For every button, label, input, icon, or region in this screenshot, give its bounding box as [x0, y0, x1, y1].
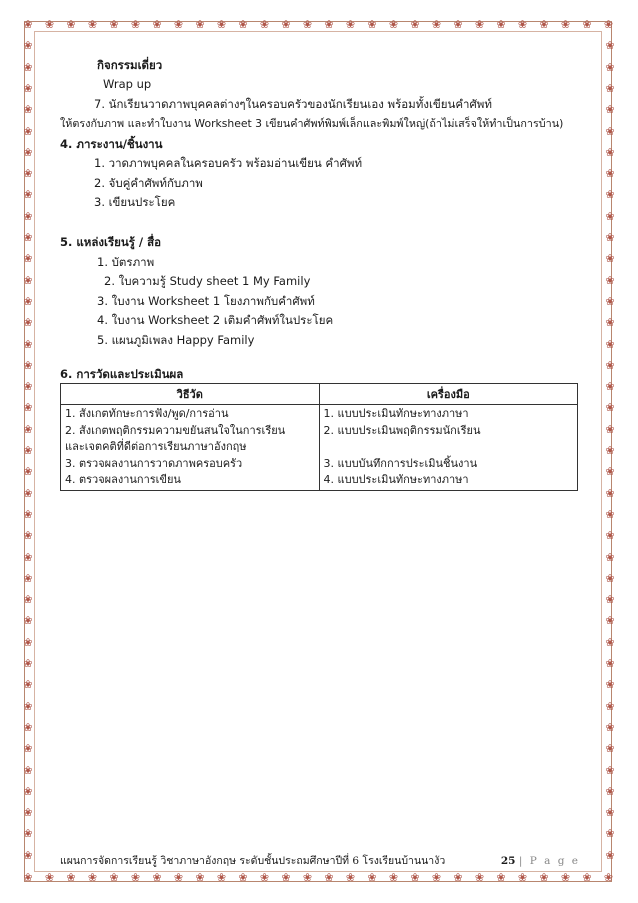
flower-ornament-icon: ❀: [605, 784, 615, 798]
flower-ornament-icon: ❀: [605, 422, 615, 436]
method-item: 4. ตรวจผลงานการเขียน: [65, 473, 181, 486]
flower-ornament-icon: ❀: [474, 18, 485, 31]
flower-ornament-icon: ❀: [23, 444, 33, 457]
activity-item7-line1: 7. นักเรียนวาดภาพบุคคลต่างๆในครอบครัวของนักเรียนเอง พร้อมทั้งเขียนคำศัพท์: [94, 97, 492, 111]
flower-ornament-icon: ❀: [23, 657, 33, 670]
flower-ornament-icon: ❀: [109, 871, 119, 884]
flower-ornament-icon: ❀: [23, 742, 33, 756]
flower-ornament-icon: ❀: [23, 209, 33, 223]
flower-ornament-icon: ❀: [605, 316, 615, 330]
section5-item-4: 4. ใบงาน Worksheet 2 เติมคำศัพท์ในประโยค: [97, 313, 334, 327]
flower-ornament-icon: ❀: [605, 507, 615, 521]
footer-text: แผนการจัดการเรียนรู้ วิชาภาษาอังกฤษ ระดับชั้นประถมศึกษาปีที่ 6 โรงเรียนบ้านนางัว: [60, 855, 446, 867]
flower-ornament-icon: ❀: [66, 871, 76, 884]
flower-ornament-icon: ❀: [517, 18, 528, 31]
flower-ornament-icon: ❀: [345, 871, 356, 884]
flower-ornament-icon: ❀: [130, 871, 141, 884]
flower-ornament-icon: ❀: [23, 848, 33, 862]
flower-ornament-icon: ❀: [345, 18, 356, 31]
evaluation-table: [60, 383, 578, 491]
flower-ornament-icon: ❀: [23, 678, 33, 692]
tool-item: 2. แบบประเมินพฤติกรรมนักเรียน: [323, 423, 481, 437]
method-item: และเจตคติที่ดีต่อการเรียนภาษาอังกฤษ: [65, 440, 247, 453]
flower-ornament-icon: ❀: [605, 231, 615, 244]
section4-heading: 4. ภาระงาน/ชิ้นงาน: [60, 137, 163, 151]
flower-ornament-icon: ❀: [431, 871, 442, 884]
flower-ornament-icon: ❀: [23, 486, 33, 500]
section4-item-3: 3. เขียนประโยค: [94, 195, 176, 209]
flower-ornament-icon: ❀: [605, 380, 615, 394]
flower-ornament-icon: ❀: [23, 358, 33, 372]
section5-heading: 5. แหล่งเรียนรู้ / สื่อ: [60, 235, 162, 249]
flower-ornament-icon: ❀: [605, 358, 615, 372]
flower-ornament-icon: ❀: [605, 550, 615, 564]
flower-ornament-icon: ❀: [605, 465, 615, 479]
flower-ornament-icon: ❀: [605, 273, 615, 287]
flower-ornament-icon: ❀: [66, 18, 76, 31]
flower-ornament-icon: ❀: [582, 18, 592, 31]
flower-ornament-icon: ❀: [605, 103, 615, 117]
flower-ornament-icon: ❀: [605, 486, 615, 500]
footer-page: [501, 854, 580, 868]
section5-item-2: 2. ใบความรู้ Study sheet 1 My Family: [104, 274, 311, 288]
tool-item: 4. แบบประเมินทักษะทางภาษา: [323, 473, 469, 486]
flower-ornament-icon: ❀: [23, 103, 33, 117]
flower-ornament-icon: ❀: [605, 145, 615, 159]
table-header-row: [61, 384, 578, 405]
section5-item-5: 5. แผนภูมิเพลง Happy Family: [97, 333, 255, 347]
flower-ornament-icon: ❀: [496, 871, 506, 884]
flower-ornament-icon: ❀: [324, 871, 334, 884]
page-number: 25: [500, 855, 516, 867]
flower-ornament-icon: ❀: [152, 18, 162, 31]
flower-ornament-icon: ❀: [431, 18, 442, 31]
flower-ornament-icon: ❀: [560, 18, 571, 31]
flower-ornament-icon: ❀: [410, 18, 420, 31]
flower-ornament-icon: ❀: [23, 316, 33, 330]
flower-ornament-icon: ❀: [605, 252, 615, 266]
flower-ornament-icon: ❀: [603, 18, 614, 31]
flower-ornament-icon: ❀: [23, 614, 33, 628]
flower-ornament-icon: ❀: [605, 188, 615, 202]
flower-ornament-icon: ❀: [605, 167, 615, 181]
flower-ornament-icon: ❀: [23, 167, 33, 181]
flower-ornament-icon: ❀: [388, 871, 399, 884]
flower-ornament-icon: ❀: [23, 784, 33, 798]
flower-ornament-icon: ❀: [410, 871, 420, 884]
flower-ornament-icon: ❀: [539, 871, 549, 884]
flower-ornament-icon: ❀: [23, 124, 33, 138]
flower-ornament-icon: ❀: [605, 827, 615, 841]
flower-ornament-icon: ❀: [605, 699, 615, 713]
flower-ornament-icon: ❀: [605, 571, 615, 585]
flower-ornament-icon: ❀: [605, 848, 615, 862]
flower-ornament-icon: ❀: [605, 39, 615, 53]
page-label: | P a g e: [518, 855, 580, 867]
flower-ornament-icon: ❀: [87, 18, 98, 31]
flower-ornament-icon: ❀: [453, 18, 463, 31]
flower-ornament-icon: ❀: [195, 871, 205, 884]
flower-ornament-icon: ❀: [109, 18, 119, 31]
flower-ornament-icon: ❀: [23, 145, 33, 159]
flower-ornament-icon: ❀: [23, 720, 33, 734]
flower-ornament-icon: ❀: [605, 806, 615, 820]
flower-ornament-icon: ❀: [605, 742, 615, 756]
flower-ornament-icon: ❀: [23, 39, 33, 53]
flower-ornament-icon: ❀: [582, 871, 592, 884]
method-item: 2. สังเกตพฤติกรรมความขยันสนใจในการเรียน: [65, 423, 286, 437]
flower-ornament-icon: ❀: [605, 635, 615, 649]
flower-ornament-icon: ❀: [23, 763, 33, 777]
flower-ornament-icon: ❀: [605, 81, 615, 95]
flower-ornament-icon: ❀: [605, 124, 615, 138]
flower-ornament-icon: ❀: [238, 18, 248, 31]
table-header-tool: เครื่องมือ: [319, 384, 578, 405]
section4-item-1: 1. วาดภาพบุคคลในครอบครัว พร้อมอ่านเขียน คำศัพท์: [94, 156, 363, 170]
flower-ornament-icon: ❀: [44, 18, 55, 31]
tool-item-spacer: [324, 439, 574, 456]
flower-ornament-icon: ❀: [302, 871, 313, 884]
flower-ornament-icon: ❀: [517, 871, 528, 884]
flower-ornament-icon: ❀: [23, 827, 33, 841]
flower-ornament-icon: ❀: [23, 252, 33, 266]
flower-ornament-icon: ❀: [23, 699, 33, 713]
flower-ornament-icon: ❀: [23, 401, 33, 415]
flower-ornament-icon: ❀: [23, 529, 33, 543]
flower-ornament-icon: ❀: [23, 188, 33, 202]
tool-item: 3. แบบบันทึกการประเมินชิ้นงาน: [323, 456, 478, 470]
flower-ornament-icon: ❀: [605, 337, 615, 351]
activity-subtitle: Wrap up: [103, 77, 152, 91]
flower-ornament-icon: ❀: [496, 18, 506, 31]
method-item: 1. สังเกตทักษะการฟัง/พูด/การอ่าน: [65, 407, 229, 420]
flower-ornament-icon: ❀: [605, 763, 615, 777]
flower-ornament-icon: ❀: [605, 614, 615, 628]
flower-ornament-icon: ❀: [367, 871, 377, 884]
flower-ornament-icon: ❀: [23, 380, 33, 394]
flower-ornament-icon: ❀: [605, 444, 615, 457]
flower-ornament-icon: ❀: [216, 871, 227, 884]
method-item: 3. ตรวจผลงานการวาดภาพครอบครัว: [65, 456, 243, 470]
flower-ornament-icon: ❀: [173, 18, 184, 31]
flower-ornament-icon: ❀: [605, 294, 615, 308]
flower-ornament-icon: ❀: [539, 18, 549, 31]
flower-ornament-icon: ❀: [605, 209, 615, 223]
flower-ornament-icon: ❀: [238, 871, 248, 884]
flower-ornament-icon: ❀: [195, 18, 205, 31]
flower-ornament-icon: ❀: [23, 231, 33, 244]
flower-ornament-icon: ❀: [388, 18, 399, 31]
flower-ornament-icon: ❀: [44, 871, 55, 884]
flower-ornament-icon: ❀: [474, 871, 485, 884]
flower-ornament-icon: ❀: [605, 657, 615, 670]
flower-ornament-icon: ❀: [23, 422, 33, 436]
flower-ornament-icon: ❀: [23, 593, 33, 607]
flower-ornament-icon: ❀: [281, 871, 291, 884]
section6-heading: 6. การวัดและประเมินผล: [60, 367, 184, 381]
flower-ornament-icon: ❀: [560, 871, 571, 884]
flower-ornament-icon: ❀: [302, 18, 313, 31]
flower-ornament-icon: ❀: [23, 571, 33, 585]
flower-ornament-icon: ❀: [23, 465, 33, 479]
flower-ornament-icon: ❀: [23, 550, 33, 564]
flower-ornament-icon: ❀: [130, 18, 141, 31]
flower-ornament-icon: ❀: [23, 18, 33, 31]
flower-ornament-icon: ❀: [605, 720, 615, 734]
section5-item-3: 3. ใบงาน Worksheet 1 โยงภาพกับคำศัพท์: [97, 294, 315, 308]
flower-ornament-icon: ❀: [367, 18, 377, 31]
flower-ornament-icon: ❀: [605, 60, 615, 74]
table-header-method: วิธีวัด: [61, 384, 320, 405]
tool-item: 1. แบบประเมินทักษะทางภาษา: [323, 407, 469, 420]
flower-ornament-icon: ❀: [23, 294, 33, 308]
flower-ornament-icon: ❀: [605, 529, 615, 543]
flower-ornament-icon: ❀: [23, 635, 33, 649]
flower-ornament-icon: ❀: [152, 871, 162, 884]
flower-ornament-icon: ❀: [324, 18, 334, 31]
flower-ornament-icon: ❀: [23, 806, 33, 820]
flower-ornament-icon: ❀: [603, 871, 614, 884]
flower-ornament-icon: ❀: [87, 871, 98, 884]
flower-ornament-icon: ❀: [259, 871, 270, 884]
flower-ornament-icon: ❀: [23, 81, 33, 95]
flower-ornament-icon: ❀: [173, 871, 184, 884]
flower-ornament-icon: ❀: [23, 337, 33, 351]
flower-ornament-icon: ❀: [605, 593, 615, 607]
tools-cell: [319, 405, 578, 491]
methods-cell: [61, 405, 320, 491]
flower-ornament-icon: ❀: [453, 871, 463, 884]
flower-ornament-icon: ❀: [605, 678, 615, 692]
flower-ornament-icon: ❀: [23, 507, 33, 521]
flower-ornament-icon: ❀: [281, 18, 291, 31]
flower-ornament-icon: ❀: [23, 871, 33, 884]
flower-ornament-icon: ❀: [216, 18, 227, 31]
activity-title: กิจกรรมเดี่ยว: [97, 58, 163, 72]
table-row: [61, 405, 578, 491]
section4-item-2: 2. จับคู่คำศัพท์กับภาพ: [94, 176, 203, 190]
flower-ornament-icon: ❀: [259, 18, 270, 31]
activity-item7-line2: ให้ตรงกับภาพ และทำใบงาน Worksheet 3 เขียนคำศัพท์พิมพ์เล็กและพิมพ์ใหญ่(ถ้าไม่เสร็จให้ทำเป็นการบ้าน): [60, 117, 564, 130]
flower-ornament-icon: ❀: [23, 60, 33, 74]
section5-item-1: 1. บัตรภาพ: [97, 255, 155, 269]
flower-ornament-icon: ❀: [23, 273, 33, 287]
flower-ornament-icon: ❀: [605, 401, 615, 415]
